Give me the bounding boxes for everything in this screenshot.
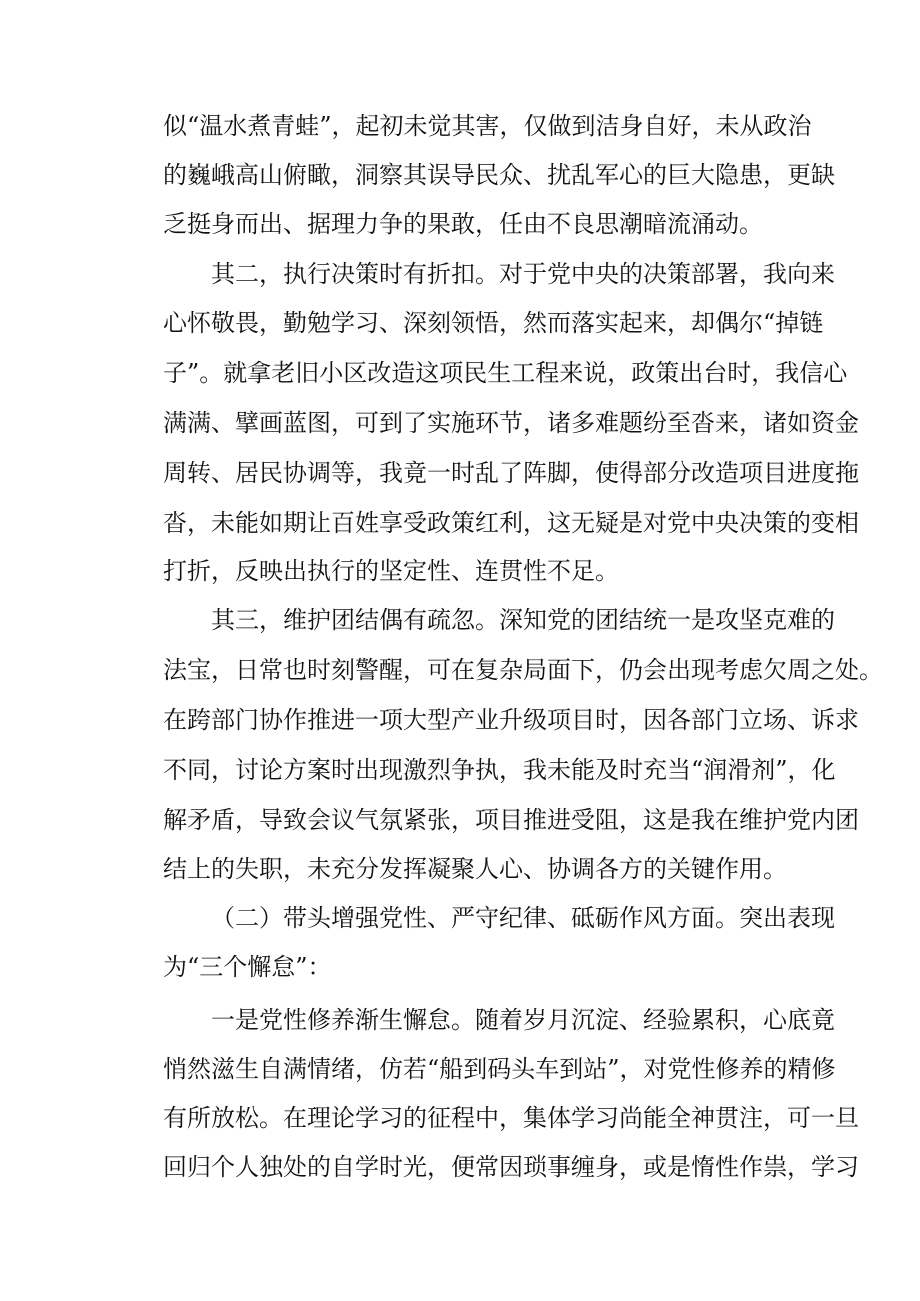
text-line-12: 法宝，日常也时刻警醒，可在复杂局面下，仍会出现考虑欠周之处。	[163, 656, 883, 684]
text-line-13: 在跨部门协作推进一项大型产业升级项目时，因各部门立场、诉求	[163, 706, 859, 734]
text-line-20: 悄然滋生自满情绪，仿若“船到码头车到站”，对党性修养的精修	[163, 1055, 836, 1083]
section-heading-2-continuation: 为“三个懈怠”：	[163, 953, 332, 981]
text-line-22: 回归个人独处的自学时光，便常因琐事缠身，或是惰性作祟，学习	[163, 1153, 859, 1181]
text-line-5: 心怀敬畏，勤勉学习、深刻领悟，然而落实起来，却偶尔“掉链	[163, 309, 824, 337]
text-line-21: 有所放松。在理论学习的征程中，集体学习尚能全神贯注，可一旦	[163, 1104, 859, 1132]
text-line-9: 沓，未能如期让百姓享受政策红利，这无疑是对党中央决策的变相	[163, 509, 859, 537]
text-line-1: 似“温水煮青蛙”，起初未觉其害，仅做到洁身自好，未从政治	[163, 112, 812, 140]
text-line-14: 不同，讨论方案时出现激烈争执，我未能及时充当“润滑剂”，化	[163, 756, 836, 784]
text-line-2: 的巍峨高山俯瞰，洞察其误导民众、扰乱军心的巨大隐患，更缺	[163, 161, 835, 189]
text-line-3: 乏挺身而出、据理力争的果敢，任由不良思潮暗流涌动。	[163, 210, 763, 238]
text-line-7: 满满、擘画蓝图，可到了实施环节，诸多难题纷至沓来，诸如资金	[163, 409, 859, 437]
text-line-10: 打折，反映出执行的坚定性、连贯性不足。	[163, 557, 619, 585]
paragraph-start-3: 其三，维护团结偶有疏忽。深知党的团结统一是攻坚克难的	[211, 606, 835, 634]
paragraph-start-2: 其二，执行决策时有折扣。对于党中央的决策部署，我向来	[211, 260, 835, 288]
section-heading-2: （二）带头增强党性、严守纪律、砥砺作风方面。突出表现	[211, 904, 835, 932]
text-line-15: 解矛盾，导致会议气氛紧张，项目推进受阻，这是我在维护党内团	[163, 806, 859, 834]
paragraph-start-4: 一是党性修养渐生懈怠。随着岁月沉淀、经验累积，心底竟	[211, 1006, 835, 1034]
text-line-8: 周转、居民协调等，我竟一时乱了阵脚，使得部分改造项目进度拖	[163, 459, 859, 487]
text-line-16: 结上的失职，未充分发挥凝聚人心、协调各方的关键作用。	[163, 855, 787, 883]
text-line-6: 子”。就拿老旧小区改造这项民生工程来说，政策出台时，我信心	[163, 359, 848, 387]
